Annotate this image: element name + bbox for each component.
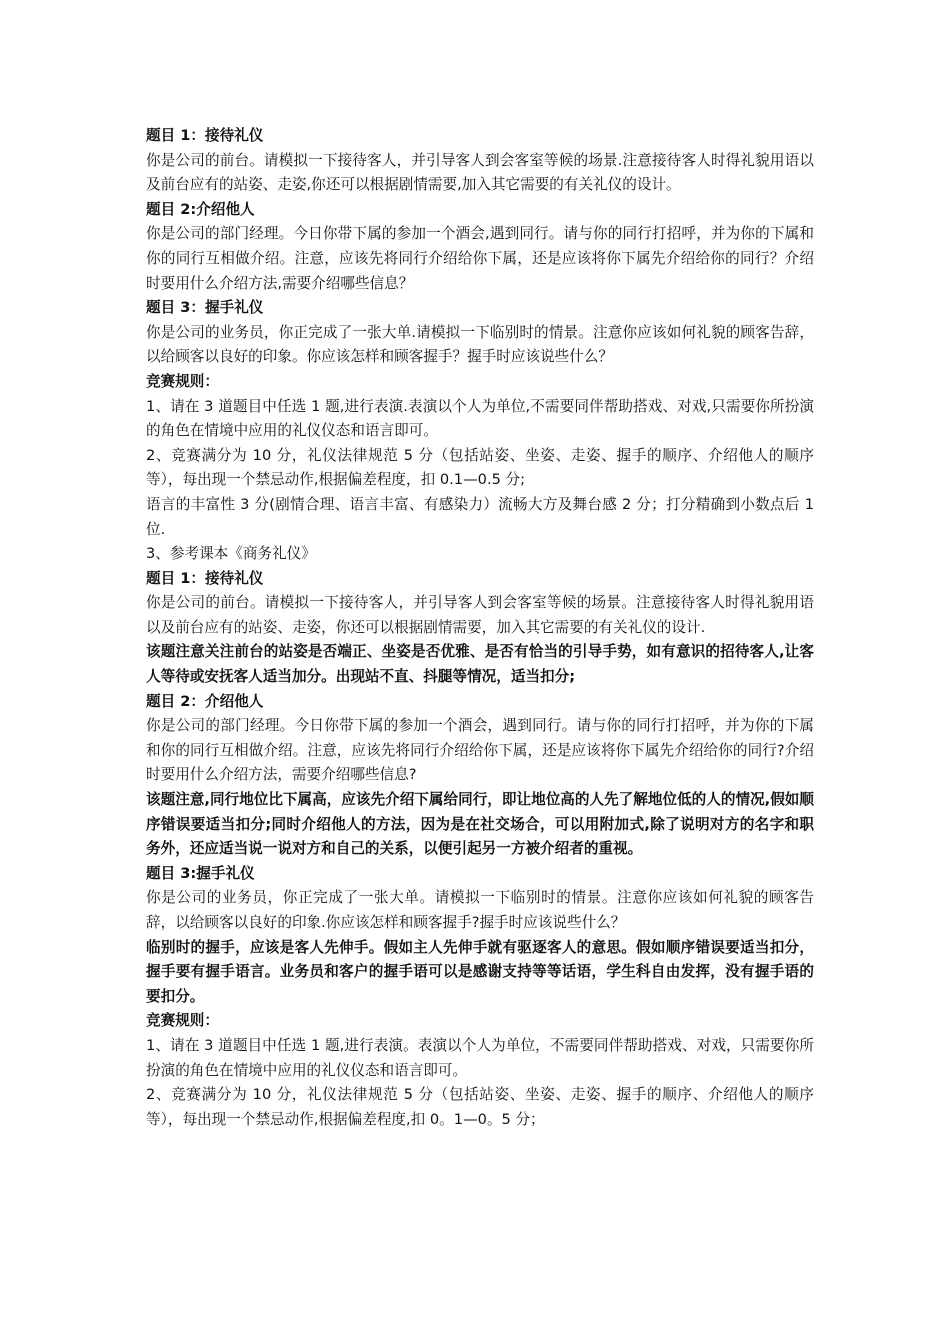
paragraph-q2-scoring: 该题注意,同行地位比下属高，应该先介绍下属给同行，即让地位高的人先了解地位低的人的情况,假如顺序错误要适当扣分;同时介绍他人的方法，因为是在社交场合，可以用附加式,除了说明对方的名字和职务外，还应适当说一说对方和自己的关系，以便引起另一方被介绍者的重视。: [146, 791, 814, 858]
paragraph-q1-scoring: 该题注意关注前台的站姿是否端正、坐姿是否优雅、是否有恰当的引导手势，如有意识的招待客人,让客人等待或安抚客人适当加分。出现站不直、抖腿等情况，适当扣分;: [146, 643, 814, 686]
section-heading-q2-answer: 题目 2：介绍他人: [146, 692, 264, 710]
paragraph-q3-prompt: 你是公司的业务员，你正完成了一张大单.请模拟一下临别时的情景。注意你应该如何礼貌的顾客告辞，以给顾客以良好的印象。你应该怎样和顾客握手？握手时应该说些什么？: [146, 323, 814, 366]
section-heading-q2: 题目 2:介绍他人: [146, 200, 255, 218]
section-heading-rules-repeat: 竞赛规则：: [146, 1012, 219, 1030]
section-heading-q3: 题目 3：握手礼仪: [146, 299, 264, 317]
paragraph-q1-prompt-repeat: 你是公司的前台。请模拟一下接待客人，并引导客人到会客室等候的场景。注意接待客人时得礼貌用语以及前台应有的站姿、走姿，你还可以根据剧情需要，加入其它需要的有关礼仪的设计.: [146, 594, 814, 636]
paragraph-q3-scoring: 临别时的握手，应该是客人先伸手。假如主人先伸手就有驱逐客人的意思。假如顺序错误要适当扣分，握手要有握手语言。业务员和客户的握手语可以是感谢支持等等话语，学生科自由发挥，没有握手语的要扣分。: [146, 938, 814, 1005]
paragraph-q2-prompt-repeat: 你是公司的部门经理。今日你带下属的参加一个酒会，遇到同行。请与你的同行打招呼，并为你的下属和你的同行互相做介绍。注意，应该先将同行介绍给你下属，还是应该将你下属先介绍给你的同行?介绍时要用什么介绍方法，需要介绍哪些信息?: [146, 717, 814, 784]
paragraph-q3-prompt-repeat: 你是公司的业务员，你正完成了一张大单。请模拟一下临别时的情景。注意你应该如何礼貌的顾客告辞，以给顾客以良好的印象.你应该怎样和顾客握手?握手时应该说些什么？: [146, 889, 814, 931]
document-page: [146, 124, 814, 1132]
section-heading-rules: 竞赛规则：: [146, 372, 219, 390]
paragraph-q2-prompt: 你是公司的部门经理。今日你带下属的参加一个酒会,遇到同行。请与你的同行打招呼，并为你的下属和你的同行互相做介绍。注意，应该先将同行介绍给你下属，还是应该将你下属先介绍给你的同行？介绍时要用什么介绍方法,需要介绍哪些信息？: [146, 225, 814, 292]
paragraph-rule-2-continued: 语言的丰富性 3 分(剧情合理、语言丰富、有感染力）流畅大方及舞台感 2 分；打分精确到小数点后 1 位.: [146, 495, 814, 538]
section-heading-q1: 题目 1：接待礼仪: [146, 127, 264, 144]
paragraph-q1-prompt: 你是公司的前台。请模拟一下接待客人，并引导客人到会客室等候的场景.注意接待客人时得礼貌用语以及前台应有的站姿、走姿,你还可以根据剧情需要,加入其它需要的有关礼仪的设计。: [146, 151, 814, 194]
paragraph-rule-3: 3、参考课本《商务礼仪》: [146, 545, 316, 563]
section-heading-q3-answer: 题目 3:握手礼仪: [146, 864, 255, 882]
paragraph-rule-2-repeat: 2、竞赛满分为 10 分，礼仪法律规范 5 分（包括站姿、坐姿、走姿、握手的顺序、介绍他人的顺序等），每出现一个禁忌动作,根据偏差程度,扣 0。1—0。5 分；: [146, 1086, 814, 1128]
paragraph-rule-1: 1、请在 3 道题目中任选 1 题,进行表演.表演以个人为单位,不需要同伴帮助搭戏、对戏,只需要你所扮演的角色在情境中应用的礼仪仪态和语言即可。: [146, 397, 814, 440]
section-heading-q1-answer: 题目 1：接待礼仪: [146, 569, 264, 587]
paragraph-rule-2: 2、竞赛满分为 10 分，礼仪法律规范 5 分（包括站姿、坐姿、走姿、握手的顺序、介绍他人的顺序等），每出现一个禁忌动作,根据偏差程度，扣 0.1—0.5 分;: [146, 446, 814, 489]
paragraph-rule-1-repeat: 1、请在 3 道题目中任选 1 题,进行表演。表演以个人为单位，不需要同伴帮助搭戏、对戏，只需要你所扮演的角色在情境中应用的礼仪仪态和语言即可。: [146, 1036, 814, 1079]
